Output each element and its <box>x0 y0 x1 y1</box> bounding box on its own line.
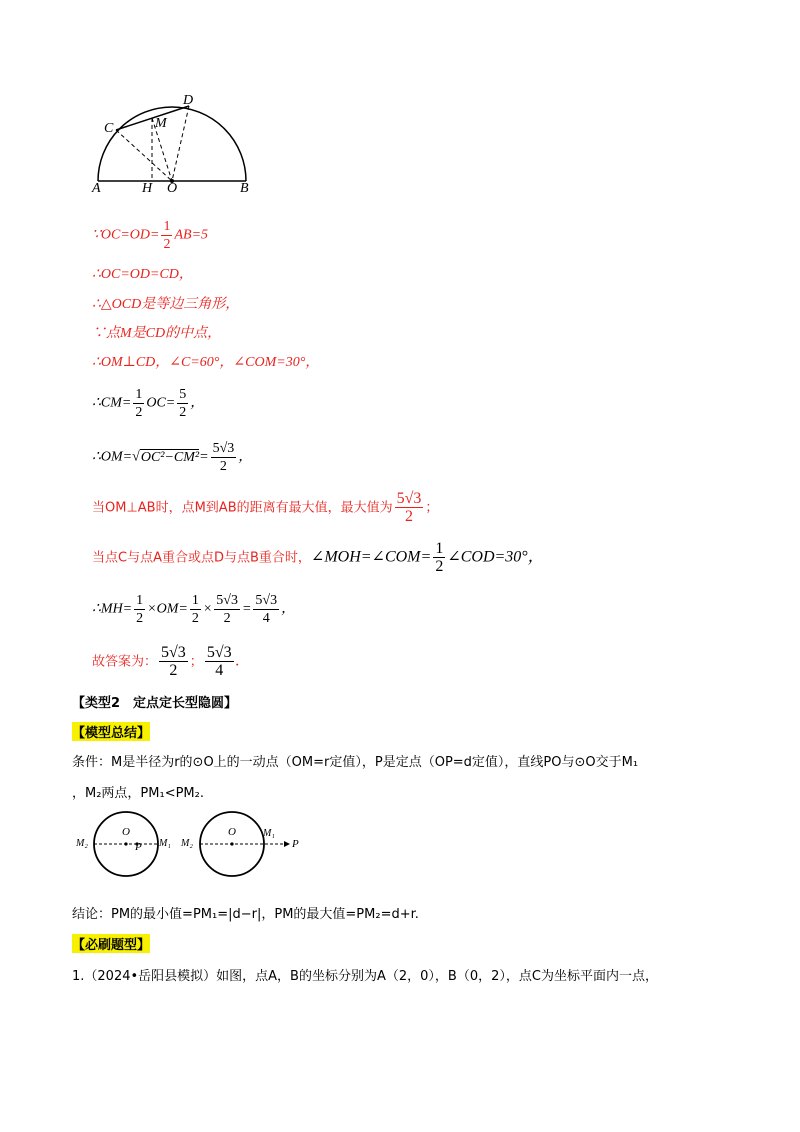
fig2-right-p: P <box>292 838 299 850</box>
center-right <box>230 842 233 845</box>
fig2-right-o: O <box>228 826 236 838</box>
fig2-left-o: O <box>122 826 130 838</box>
label-o: O <box>167 181 178 196</box>
conclusion-line: 结论：PM的最小值=PM₁=|d−r|，PM的最大值=PM₂=d+r. <box>72 907 419 922</box>
fig2-left-p: P <box>135 841 142 853</box>
circle-left-diagram <box>94 812 158 876</box>
answer-line: 故答案为： $\frac{5√3}{2}$ ； $\frac{5√3}{4}$ . <box>92 644 240 679</box>
circle-right-diagram <box>200 812 290 876</box>
practice-label: 【必刷题型】 <box>72 934 150 953</box>
segment-oc <box>116 130 172 181</box>
condition-line-1: 条件：M是半径为r的⊙O上的一动点（OM=r定值），P是定点（OP=d定值），直线PO与⊙O交于M₁ <box>72 755 639 770</box>
step-1: ∵OC=OD= $\frac{1}{2}$ AB=5 <box>92 219 209 252</box>
label-c: C <box>104 121 114 136</box>
fig2-left-m1: M₁ <box>159 838 171 849</box>
step-10: ∴MH= $\frac{1}{2}$ ×OM= $\frac{1}{2}$ × $\frac{5√3}{2}$ = $\frac{5√3}{4}$ ， <box>92 593 296 626</box>
center-left <box>124 842 127 845</box>
step-4: ∵点M是CD的中点， <box>92 326 222 341</box>
label-a: A <box>92 181 101 196</box>
step-6: ∴CM= $\frac{1}{2}$ OC= $\frac{5}{2}$ ， <box>92 387 205 420</box>
step-3: ∴△OCD是等边三角形， <box>92 297 240 312</box>
label-d: D <box>183 93 194 108</box>
semicircle-arc <box>98 107 246 181</box>
section-title: 【类型2 定点定长型隐圆】 <box>72 696 238 711</box>
label-m: M <box>155 116 167 131</box>
model-summary-label: 【模型总结】 <box>72 722 150 741</box>
step-9: 当点C与点A重合或点D与点B重合时，∠MOH=∠COM= $\frac{1}{2}$ ∠COD=30°， <box>92 540 544 575</box>
fig2-right-m2: M₂ <box>181 838 193 849</box>
segment-od <box>172 106 189 181</box>
question-1: 1.（2024•岳阳县模拟）如图，点A，B的坐标分别为A（2，0），B（0，2），点C为坐标平面内一点， <box>72 969 658 984</box>
step-5: ∴OM⊥CD，∠C=60°，∠COM=30°， <box>92 355 320 370</box>
label-h: H <box>142 181 153 196</box>
arrow-right <box>284 841 290 847</box>
step-2: ∴OC=OD=CD， <box>92 267 193 282</box>
step-7: ∴OM=√OC²−CM²= $\frac{5√3}{2}$ ， <box>92 441 253 474</box>
step-8: 当OM⊥AB时，点M到AB的距离有最大值，最大值为 $\frac{5√3}{2}$ ； <box>92 490 439 525</box>
label-b: B <box>240 181 249 196</box>
fig2-right-m1: M₁ <box>263 828 275 839</box>
condition-line-2: ，M₂两点，PM₁<PM₂. <box>72 786 204 801</box>
fig2-left-m2: M₂ <box>76 838 88 849</box>
